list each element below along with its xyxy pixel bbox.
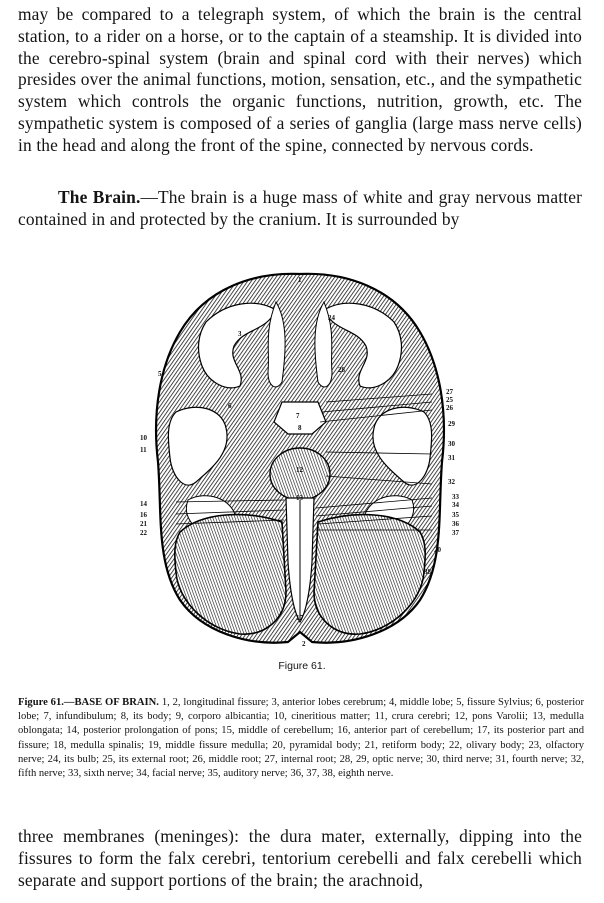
label-33: 33 [452, 493, 459, 501]
label-30: 30 [448, 440, 455, 448]
label-2: 2 [302, 640, 306, 648]
label-13: 13 [296, 494, 303, 502]
label-24: 24 [328, 314, 335, 322]
label-22: 22 [140, 529, 147, 537]
label-8: 8 [298, 424, 302, 432]
label-10: 10 [140, 434, 147, 442]
label-37: 37 [452, 529, 459, 537]
label-7: 7 [296, 412, 300, 420]
label-14: 14 [140, 500, 147, 508]
body-paragraph-1: may be compared to a telegraph system, of which the brain is the central station, to a rider on a horse, or to the captain of a steamship. It is divided into the cerebro-spinal system (brain and spinal cord with their nerves) which presides over the animal functions, motion, sensation, etc., and the sympathetic system which controls the organic functions, nutrition, growth, etc. The sympathetic system is composed of a series of ganglia (large mass nerve cells) in the head and along the front of the spine, connected by nervous cords. [18, 4, 582, 155]
label-11: 11 [140, 446, 147, 454]
label-6: 6 [228, 402, 232, 410]
body-paragraph-3: three membranes (meninges): the dura mater, externally, dipping into the fissures to form the falx cerebri, tentorium cerebelli and falx cerebelli which separate and support portions of the brain; the arachnoid, [18, 826, 582, 890]
brain-base-drawing [136, 262, 472, 652]
caption-text: 1, 2, longitudinal fissure; 3, anterior lobes cerebrum; 4, middle lobe; 5, fissure Sylvius; 6, posterior lobe; 7, infundibulum; 8, its body; 9, corporo albicantia; 10, cineritious matter; 11, crura cerebri; 12, pons Varolii; 13, medulla oblongata; 14, posterior prolongation of pons; 15, middle of cerebellum; 16, anterior part of cerebellum; 17, its posterior part and fissure; 18, medulla spinalis; 19, middle fissure medulla; 20, pyramidal body; 21, retiform body; 22, olivary body; 23, olfactory nerve; 24, its bulb; 25, its external root; 26, middle root; 27, internal root; 28, 29, optic nerve; 30, third nerve; 31, fourth nerve; 32, fifth nerve; 33, sixth nerve; 34, facial nerve; 35, auditory nerve; 36, 37, 38, eighth nerve. [18, 697, 584, 780]
label-34: 34 [452, 501, 459, 509]
label-17: 17 [296, 614, 303, 622]
label-27: 27 [446, 388, 453, 396]
figure-number: Figure 61. [278, 660, 326, 672]
label-32: 32 [448, 478, 455, 486]
label-25: 25 [446, 396, 453, 404]
figure-caption [18, 696, 584, 781]
label-3: 3 [238, 330, 242, 338]
section-heading-brain: The Brain. [58, 187, 141, 207]
label-20: 20 [434, 546, 441, 554]
label-31: 31 [448, 454, 455, 462]
label-16: 16 [140, 511, 147, 519]
label-36: 36 [452, 520, 459, 528]
label-12: 12 [296, 466, 303, 474]
body-paragraph-2-text: —The brain is a huge mass of white and gray nervous matter contained in and protected by the cranium. It is surrounded by [18, 187, 583, 229]
label-38: 38 [424, 568, 431, 576]
label-21: 21 [140, 520, 147, 528]
label-26: 26 [446, 404, 453, 412]
brain-illustration [136, 262, 472, 652]
label-29: 29 [448, 420, 455, 428]
caption-title: Figure 61.—BASE OF BRAIN. [18, 697, 159, 708]
label-28: 28 [338, 366, 345, 374]
label-5: 5 [158, 370, 162, 378]
label-1: 1 [298, 276, 302, 284]
label-35: 35 [452, 511, 459, 519]
body-paragraph-2 [18, 187, 582, 231]
